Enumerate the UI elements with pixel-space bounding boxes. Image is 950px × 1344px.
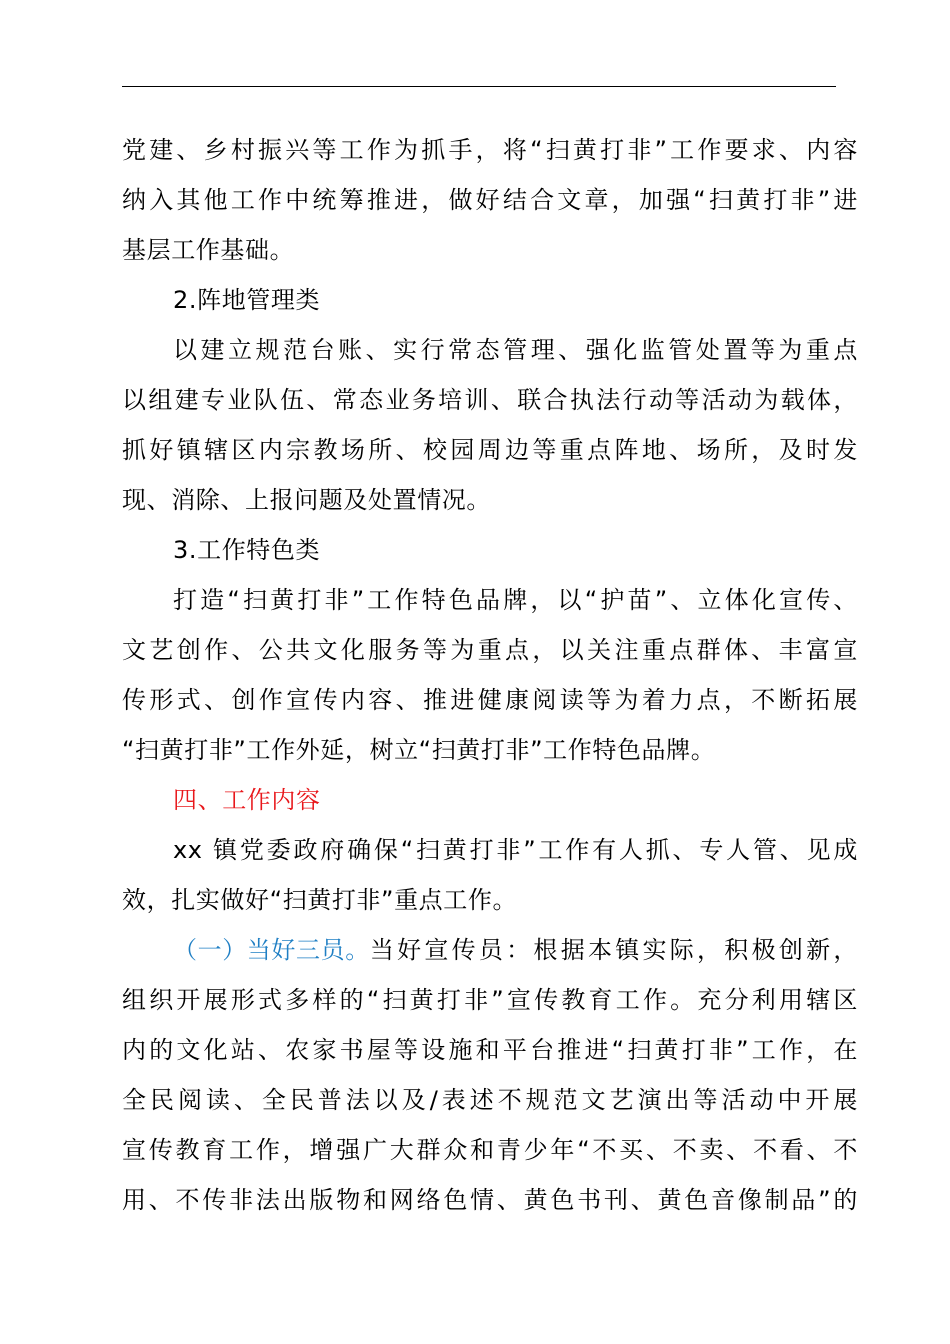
text-line: 党建、乡村振兴等工作为抓手，将“扫黄打非”工作要求、内容 — [122, 136, 858, 164]
section-heading: 2.阵地管理类 — [173, 286, 321, 314]
text-line: “扫黄打非”工作外延，树立“扫黄打非”工作特色品牌。 — [122, 736, 716, 764]
chapter-heading: 四、工作内容 — [173, 786, 321, 814]
section-heading: 3.工作特色类 — [173, 536, 321, 564]
header-rule — [122, 86, 836, 87]
text-line: 内的文化站、农家书屋等设施和平台推进“扫黄打非”工作，在 — [122, 1036, 858, 1064]
text-line: 基层工作基础。 — [122, 236, 295, 264]
text-line: 以建立规范台账、实行常态管理、强化监管处置等为重点 — [173, 336, 858, 364]
text-line: 效，扎实做好“扫黄打非”重点工作。 — [122, 886, 518, 914]
subsection-heading: （一）当好三员。 — [173, 936, 370, 964]
text-line: 现、消除、上报问题及处置情况。 — [122, 486, 491, 514]
text-line: xx 镇党委政府确保“扫黄打非”工作有人抓、专人管、见成 — [173, 836, 858, 864]
text-line: 当好宣传员：根据本镇实际，积极创新， — [369, 936, 858, 964]
text-line: 组织开展形式多样的“扫黄打非”宣传教育工作。充分利用辖区 — [122, 986, 858, 1014]
text-line: 用、不传非法出版物和网络色情、黄色书刊、黄色音像制品”的 — [122, 1186, 858, 1214]
text-line: 纳入其他工作中统筹推进，做好结合文章，加强“扫黄打非”进 — [122, 186, 858, 214]
text-line: 宣传教育工作，增强广大群众和青少年“不买、不卖、不看、不 — [122, 1136, 858, 1164]
text-line: 抓好镇辖区内宗教场所、校园周边等重点阵地、场所，及时发 — [122, 436, 858, 464]
text-line: 以组建专业队伍、常态业务培训、联合执法行动等活动为载体， — [122, 386, 858, 414]
text-line: 传形式、创作宣传内容、推进健康阅读等为着力点，不断拓展 — [122, 686, 858, 714]
subsection-line — [173, 935, 858, 965]
text-line: 打造“扫黄打非”工作特色品牌，以“护苗”、立体化宣传、 — [173, 586, 858, 614]
text-line: 全民阅读、全民普法以及/表述不规范文艺演出等活动中开展 — [122, 1086, 858, 1114]
text-line: 文艺创作、公共文化服务等为重点，以关注重点群体、丰富宣 — [122, 636, 858, 664]
